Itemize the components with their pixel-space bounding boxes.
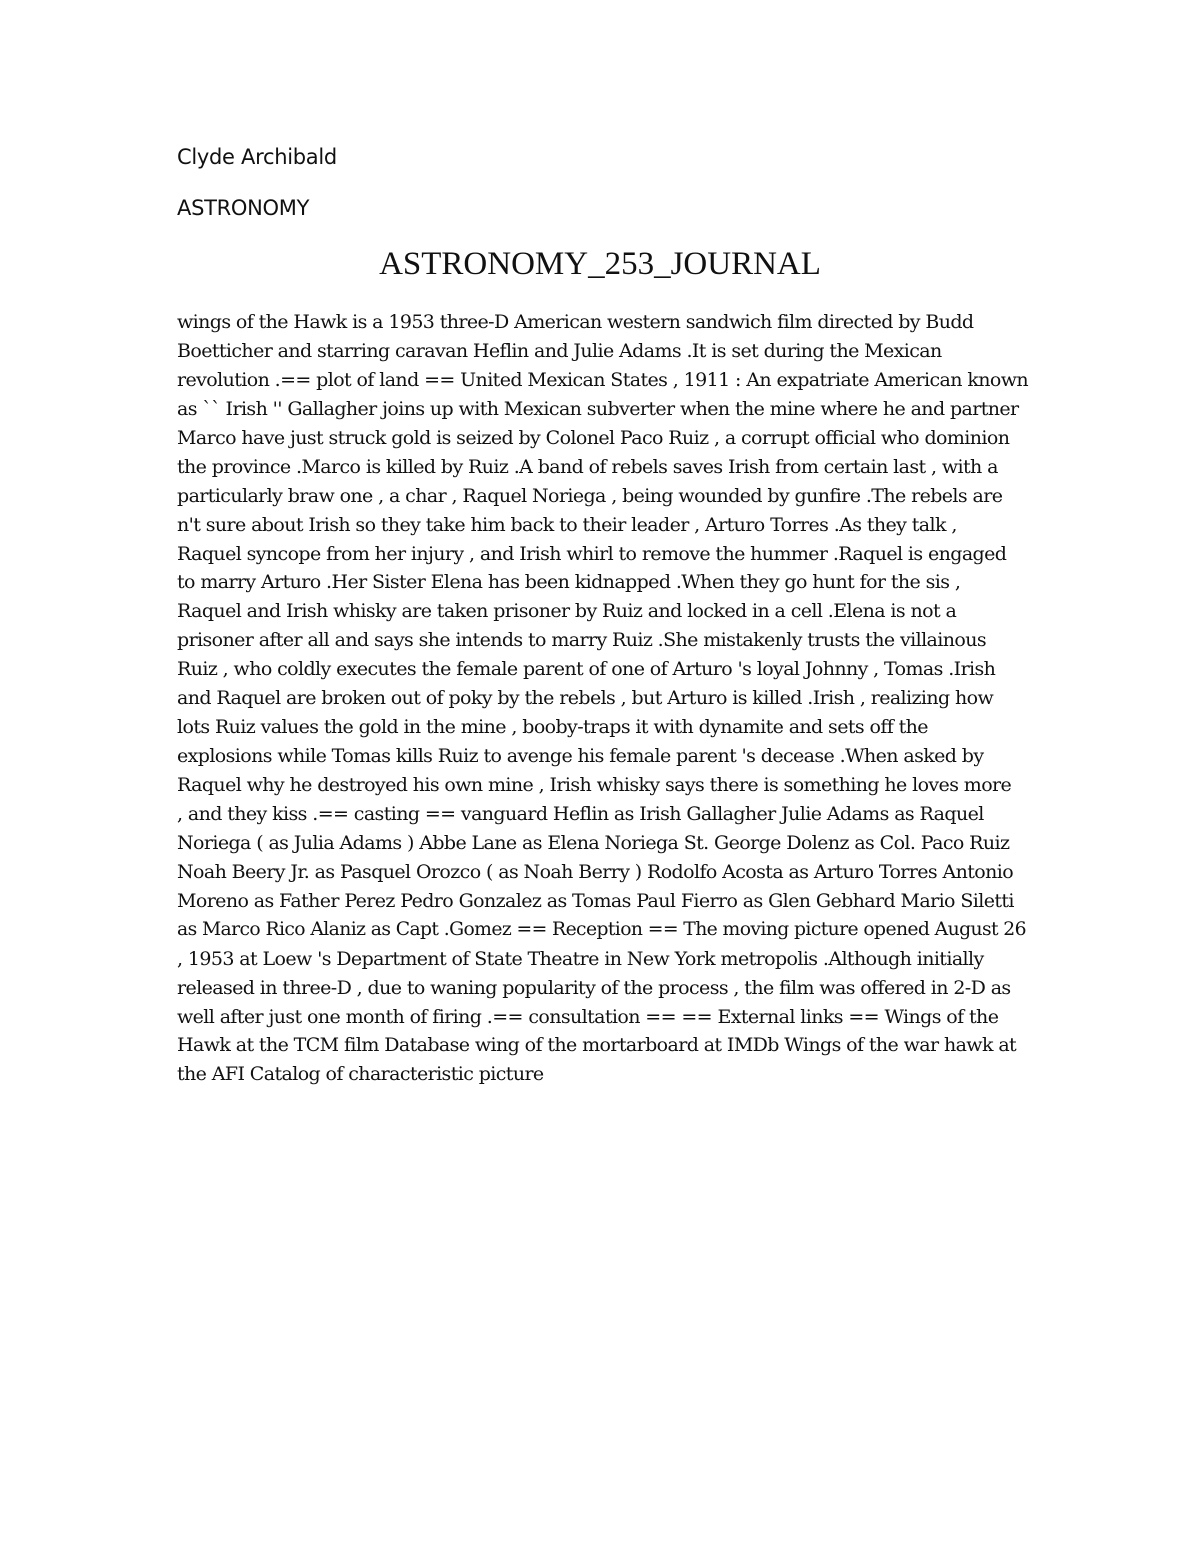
body-line: wings of the Hawk is a 1953 three-D American western sandwich film directed by Budd (177, 311, 974, 333)
body-line: n't sure about Irish so they take him back to their leader , Arturo Torres .As they talk , (177, 513, 957, 536)
body-line: Noriega ( as Julia Adams ) Abbe Lane as Elena Noriega St. George Dolenz as Col. Paco Ruiz (177, 831, 1010, 854)
body-line: revolution .== plot of land == United Mexican States , 1911 : An expatriate American known (177, 368, 1029, 391)
body-line: Marco have just struck gold is seized by Colonel Paco Ruiz , a corrupt official who dominion (177, 426, 1010, 449)
course-name: ASTRONOMY (177, 196, 310, 220)
body-line: Raquel why he destroyed his own mine , Irish whisky says there is something he loves more (177, 774, 1012, 796)
body-line: particularly braw one , a char , Raquel Noriega , being wounded by gunfire .The rebels are (177, 484, 1003, 507)
body-line: Raquel and Irish whisky are taken prisoner by Ruiz and locked in a cell .Elena is not a (177, 600, 957, 623)
body-line: and Raquel are broken out of poky by the rebels , but Arturo is killed .Irish , realizing how (177, 687, 994, 710)
body-line: to marry Arturo .Her Sister Elena has been kidnapped .When they go hunt for the sis , (177, 571, 961, 594)
body-line: Boetticher and starring caravan Heflin and Julie Adams .It is set during the Mexican (177, 339, 942, 362)
body-line: Moreno as Father Perez Pedro Gonzalez as Tomas Paul Fierro as Glen Gebhard Mario Siletti (177, 889, 1014, 912)
body-line: Raquel syncope from her injury , and Irish whirl to remove the hummer .Raquel is engaged (177, 542, 1007, 565)
body-line: the AFI Catalog of characteristic picture (177, 1063, 544, 1086)
document-title: ASTRONOMY_253_JOURNAL (379, 246, 821, 282)
body-line: Hawk at the TCM film Database wing of the mortarboard at IMDb Wings of the war hawk at (177, 1034, 1017, 1057)
body-line: well after just one month of firing .== consultation == == External links == Wings of the (177, 1005, 999, 1028)
body-line: explosions while Tomas kills Ruiz to avenge his female parent 's decease .When asked by (177, 745, 984, 768)
body-line: as Marco Rico Alaniz as Capt .Gomez == Reception == The moving picture opened August 26 (177, 918, 1026, 940)
author-name: Clyde Archibald (177, 145, 337, 169)
body-paragraph (177, 308, 1037, 1089)
body-line: , 1953 at Loew 's Department of State Theatre in New York metropolis .Although initially (177, 947, 984, 970)
body-line: prisoner after all and says she intends to marry Ruiz .She mistakenly trusts the villainous (177, 629, 987, 652)
body-line: , and they kiss .== casting == vanguard Heflin as Irish Gallagher Julie Adams as Raquel (177, 802, 984, 825)
body-line: released in three-D , due to waning popularity of the process , the film was offered in 2-D as (177, 976, 1011, 999)
body-line: as `` Irish '' Gallagher joins up with Mexican subverter when the mine where he and partner (177, 397, 1019, 420)
body-line: lots Ruiz values the gold in the mine , booby-traps it with dynamite and sets off the (177, 716, 928, 739)
body-line: the province .Marco is killed by Ruiz .A band of rebels saves Irish from certain last , with a (177, 455, 998, 478)
body-line: Noah Beery Jr. as Pasquel Orozco ( as Noah Berry ) Rodolfo Acosta as Arturo Torres Antonio (177, 860, 1014, 883)
body-line: Ruiz , who coldly executes the female parent of one of Arturo 's loyal Johnny , Tomas .Irish (177, 658, 996, 681)
